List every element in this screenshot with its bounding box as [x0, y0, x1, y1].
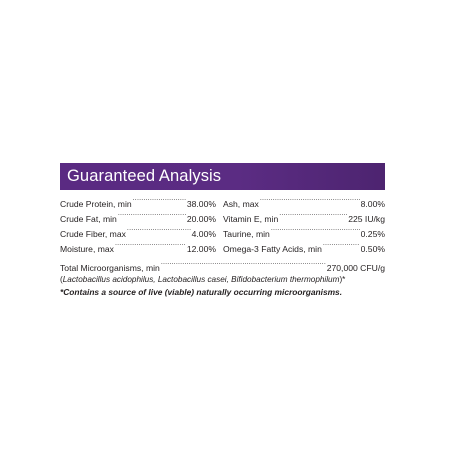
analysis-value: 270,000 CFU/g: [326, 263, 385, 274]
analysis-row-crude-protein: [60, 195, 216, 210]
guaranteed-analysis-header: [60, 163, 385, 190]
dot-leader: [115, 240, 186, 252]
analysis-row-moisture: [60, 240, 216, 255]
analysis-label: Crude Fiber, max: [60, 229, 126, 240]
analysis-value: 4.00%: [191, 229, 216, 240]
analysis-value: 0.50%: [360, 244, 385, 255]
dot-leader: [127, 225, 191, 237]
analysis-value: 225 IU/kg: [348, 214, 385, 225]
analysis-value: 38.00%: [186, 199, 216, 209]
analysis-row-omega-3: [223, 240, 385, 255]
analysis-value: 0.25%: [360, 229, 385, 240]
species-close-paren: )*: [339, 275, 346, 285]
analysis-label: Crude Fat, min: [60, 214, 117, 225]
species-open-paren: (: [60, 275, 63, 285]
analysis-label: Vitamin E, min: [223, 214, 279, 225]
analysis-value: 12.00%: [186, 244, 216, 255]
microorganism-species-list: [60, 274, 385, 285]
microorganisms-section: [60, 259, 385, 298]
analysis-row-crude-fat: [60, 210, 216, 225]
dot-leader: [161, 259, 326, 271]
dot-leader: [279, 210, 347, 222]
analysis-label: Taurine, min: [223, 229, 270, 240]
analysis-left-column: [60, 195, 216, 255]
analysis-label: Ash, max: [223, 199, 259, 209]
analysis-row-microorganisms: [60, 259, 385, 274]
dot-leader: [260, 195, 360, 207]
dot-leader: [271, 225, 360, 237]
dot-leader: [118, 210, 186, 222]
dot-leader: [133, 195, 186, 207]
analysis-label: Moisture, max: [60, 244, 114, 255]
analysis-grid: [60, 195, 385, 255]
dot-leader: [323, 240, 360, 252]
analysis-row-crude-fiber: [60, 225, 216, 240]
guaranteed-analysis-panel: [60, 163, 385, 298]
live-microorganisms-footnote: *Contains a source of live (viable) naturally occurring microorganisms.: [60, 287, 343, 298]
analysis-row-ash: [223, 195, 385, 210]
analysis-value: 20.00%: [186, 214, 216, 225]
analysis-value: 8.00%: [360, 199, 385, 209]
species-names: Lactobacillus acidophilus, Lactobacillus casei, Bifidobacterium thermophilum: [62, 275, 340, 285]
analysis-row-vitamin-e: [223, 210, 385, 225]
analysis-row-taurine: [223, 225, 385, 240]
analysis-label: Crude Protein, min: [60, 199, 132, 209]
analysis-right-column: [223, 195, 385, 255]
analysis-label: Omega-3 Fatty Acids, min: [223, 244, 322, 255]
guaranteed-analysis-title: Guaranteed Analysis: [67, 167, 222, 185]
analysis-label: Total Microorganisms, min: [60, 263, 160, 274]
